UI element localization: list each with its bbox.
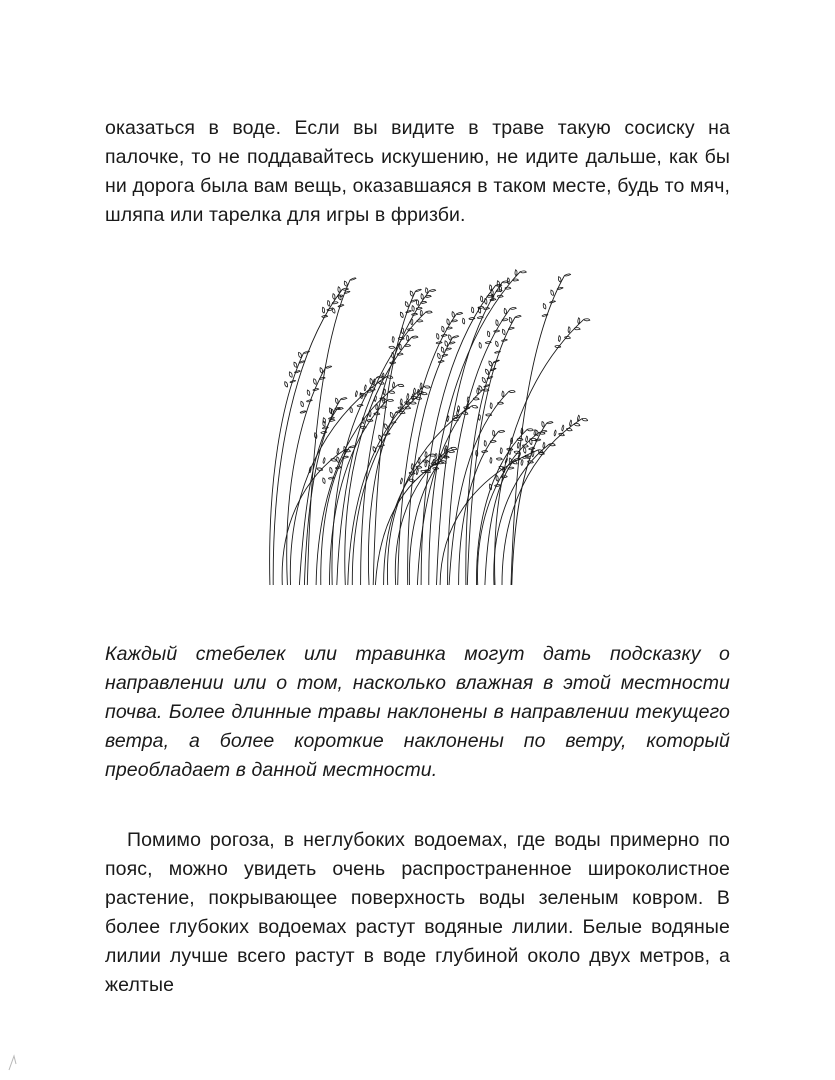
- grass-seed-head: [515, 270, 517, 276]
- figure-caption: Каждый стебелек или травинка могут дать подсказку о направлении или о том, насколько влажная в этой местности почва. Более длинные травы наклонены в направлении текущего ветра, а более короткие наклонены по ветру, который преобладает в данной местности.: [105, 642, 730, 781]
- grass-seed-head: [330, 467, 332, 473]
- grass-seed-head: [436, 342, 442, 344]
- grass-seed-head: [529, 448, 535, 450]
- grass-seed-head: [407, 335, 409, 341]
- grass-drawing: [225, 255, 620, 595]
- grass-seed-head: [438, 353, 441, 359]
- grass-seed-head: [421, 301, 427, 303]
- grass-seed-head: [477, 388, 479, 394]
- grass-seed-head: [306, 400, 312, 402]
- grass-seed-head: [412, 336, 418, 338]
- grass-seed-head: [357, 404, 363, 406]
- grass-seed-head: [328, 301, 330, 307]
- grass-seed-head: [336, 398, 339, 404]
- grass-seed-head: [514, 458, 520, 460]
- grass-seed-head: [294, 362, 297, 367]
- grass-seed-head: [425, 461, 427, 467]
- grass-seed-head: [499, 430, 505, 432]
- grass-seed-head: [496, 341, 499, 347]
- grass-seed-head: [482, 378, 485, 383]
- grass-seed-head: [481, 296, 483, 302]
- grass-stem: [299, 409, 337, 585]
- grass-seed-head: [416, 466, 422, 468]
- grass-seed-head: [360, 393, 362, 399]
- grass-seed-head: [438, 360, 444, 362]
- grass-stem: [307, 280, 350, 585]
- grass-seed-head: [487, 331, 489, 337]
- grass-seed-head: [449, 335, 452, 341]
- grass-seed-head: [437, 334, 439, 340]
- grass-seed-head: [425, 295, 431, 297]
- grass-seed-head: [547, 422, 553, 424]
- grass-seed-head: [486, 369, 489, 374]
- grass-seed-head: [409, 479, 415, 482]
- grass-seed-head: [326, 366, 332, 368]
- grass-seed-head: [543, 442, 545, 448]
- grass-seed-head: [555, 345, 561, 347]
- grass-seed-head: [393, 382, 395, 388]
- grass-seed-head: [421, 470, 427, 472]
- grass-seed-head: [522, 445, 528, 447]
- grass-seed-head: [384, 424, 387, 430]
- grass-stem: [467, 317, 515, 585]
- grass-seed-head: [389, 391, 395, 393]
- grass-seed-head: [355, 391, 357, 397]
- grass-seed-head: [447, 319, 449, 325]
- grass-stem: [448, 309, 511, 586]
- grass-seed-head: [425, 452, 427, 458]
- grass-seed-head: [496, 320, 498, 326]
- grass-seed-head: [320, 368, 323, 374]
- grass-seed-head: [441, 334, 447, 336]
- grass-seed-head: [484, 385, 490, 387]
- grass-seed-head: [490, 440, 496, 442]
- grass-seed-head: [344, 281, 347, 286]
- grass-stem: [421, 285, 496, 585]
- grass-seed-head: [426, 288, 428, 294]
- grass-seed-head: [500, 448, 502, 454]
- grass-seed-head: [408, 329, 414, 331]
- grass-seed-head: [524, 448, 526, 454]
- grass-seed-head: [341, 398, 347, 400]
- grass-seed-head: [337, 457, 339, 463]
- grass-stem: [361, 291, 430, 586]
- grass-seed-head: [317, 468, 323, 470]
- grass-seed-head: [420, 310, 422, 316]
- grass-seed-head: [410, 291, 413, 296]
- grass-seed-head: [494, 330, 500, 332]
- grass-seed-head: [497, 281, 499, 287]
- grass-seed-head: [364, 385, 366, 391]
- grass-seed-head: [562, 425, 564, 431]
- grass-seed-head: [289, 372, 292, 377]
- grass-seed-head: [397, 353, 403, 355]
- grass-seed-head: [513, 279, 519, 281]
- grass-seed-head: [417, 320, 423, 322]
- grass-seed-head: [313, 388, 319, 390]
- grass-seed-head: [390, 412, 393, 417]
- grass-seed-head: [453, 336, 459, 338]
- grass-seed-head: [285, 382, 288, 387]
- grass-seed-head: [565, 337, 571, 339]
- grass-stem: [304, 399, 341, 585]
- grass-seed-head: [551, 290, 554, 296]
- grass-seed-head: [502, 329, 505, 335]
- grass-seed-head: [323, 478, 325, 484]
- grass-seed-head: [502, 391, 504, 397]
- grass-seed-head: [485, 299, 487, 305]
- grass-seed-head: [558, 336, 560, 342]
- grass-seed-head: [514, 451, 520, 453]
- grass-seed-head: [509, 390, 515, 392]
- grass-seed-head: [350, 278, 356, 280]
- grass-seed-head: [331, 459, 337, 461]
- grass-seed-head: [490, 403, 492, 409]
- grass-seed-head: [338, 287, 340, 293]
- grass-seed-head: [457, 313, 463, 315]
- grass-seed-head: [449, 451, 455, 453]
- grass-seed-head: [333, 294, 335, 300]
- grass-seed-head: [424, 386, 430, 388]
- grass-seed-head: [526, 436, 528, 442]
- grass-seed-head: [435, 453, 437, 459]
- grass-seed-head: [406, 310, 412, 312]
- grass-seed-head: [387, 399, 393, 401]
- grass-seed-head: [416, 469, 418, 475]
- grass-seed-head: [485, 341, 491, 343]
- grass-seed-head: [501, 339, 507, 341]
- grass-seed-head: [574, 423, 580, 426]
- grass-seed-head: [479, 343, 481, 349]
- grass-seed-head: [413, 388, 415, 394]
- grass-stem: [459, 431, 499, 585]
- grass-seed-head: [446, 327, 452, 329]
- grass-seed-head: [496, 458, 502, 460]
- grass-stem: [352, 393, 421, 585]
- grass-seed-head: [491, 290, 493, 296]
- grass-seed-head: [329, 408, 331, 414]
- grass-seed-head: [400, 478, 402, 484]
- grass-seed-head: [578, 318, 580, 324]
- grass-seed-head: [510, 307, 516, 309]
- grass-stem: [348, 386, 425, 585]
- grass-seed-head: [478, 307, 480, 313]
- grass-seed-head: [536, 430, 538, 436]
- grass-seed-head: [566, 428, 572, 430]
- grass-seed-head: [489, 361, 492, 366]
- grass-seed-head: [530, 439, 532, 445]
- grass-seed-head: [570, 420, 572, 426]
- grass-seed-head: [416, 307, 422, 309]
- grass-seed-head: [463, 318, 465, 324]
- grass-seed-head: [376, 404, 378, 410]
- grass-stem: [345, 337, 412, 585]
- grass-seed-head: [294, 371, 300, 373]
- grass-seed-head: [472, 406, 478, 408]
- grass-seed-head: [479, 386, 482, 391]
- page-corner-mark: [6, 1050, 20, 1072]
- grass-seed-head: [558, 277, 561, 283]
- grass-seed-head: [509, 458, 511, 464]
- grass-seed-head: [445, 341, 448, 347]
- grass-seed-head: [574, 328, 580, 330]
- grass-seed-head: [484, 441, 486, 447]
- grass-seed-head: [568, 327, 570, 333]
- grass-seed-head: [496, 475, 498, 481]
- grass-seed-head: [565, 274, 571, 276]
- grass-seed-head: [493, 430, 495, 436]
- grass-seed-head: [520, 271, 526, 273]
- grass-seed-head: [322, 307, 324, 313]
- grass-seed-head: [442, 326, 444, 332]
- grass-seed-head: [392, 337, 394, 343]
- grass-seed-head: [426, 311, 432, 313]
- grass-seed-head: [543, 304, 546, 310]
- grass-seed-head: [582, 418, 588, 421]
- grass-seed-head: [379, 435, 382, 441]
- grass-seed-head: [452, 312, 454, 318]
- body-paragraph-top: оказаться в воде. Если вы видите в траве такую сосиску на палочке, то не поддавайтесь искушению, не идите дальше, как бы ни дорога была вам вещь, оказавшаяся в таком месте, будь то мяч, шляпа или тарелка для игры в фризби.: [105, 116, 730, 226]
- grass-stem: [511, 275, 565, 585]
- grass-seed-head: [412, 313, 418, 315]
- grass-seed-head: [521, 460, 523, 466]
- grass-seed-head: [430, 289, 436, 291]
- grass-seed-head: [469, 318, 475, 320]
- grass-seed-head: [373, 447, 376, 452]
- grass-stem: [478, 432, 540, 585]
- grass-seed-head: [442, 354, 448, 356]
- grass-seed-head: [495, 351, 501, 353]
- grass-seed-head: [527, 429, 533, 431]
- grass-seed-head: [328, 477, 334, 479]
- grass-illustration: [225, 255, 620, 595]
- grass-seed-head: [300, 411, 306, 413]
- grass-seed-head: [400, 312, 403, 317]
- grass-seed-head: [314, 379, 317, 385]
- grass-seed-head: [416, 289, 422, 291]
- grass-seed-head: [584, 319, 590, 321]
- grass-seed-head: [517, 442, 519, 448]
- grass-seed-head: [489, 484, 491, 490]
- grass-seed-head: [515, 316, 521, 318]
- grass-seed-head: [490, 458, 492, 464]
- grass-seed-head: [405, 345, 411, 347]
- grass-seed-head: [299, 352, 302, 357]
- grass-seed-head: [420, 383, 422, 389]
- grass-seed-head: [370, 379, 372, 385]
- grass-seed-head: [301, 401, 304, 407]
- grass-seed-head: [451, 447, 457, 449]
- grass-seed-head: [495, 484, 501, 486]
- grass-seed-head: [542, 422, 544, 428]
- grass-seed-head: [421, 294, 423, 300]
- grass-seed-head: [338, 305, 344, 307]
- grass-seed-head: [398, 384, 404, 386]
- grass-seed-head: [508, 467, 514, 469]
- grass-seed-head: [389, 346, 395, 348]
- grass-seed-head: [509, 317, 512, 323]
- grass-seed-head: [323, 458, 325, 464]
- grass-seed-head: [360, 426, 366, 428]
- grass-seed-head: [307, 390, 310, 396]
- grass-seed-head: [504, 308, 506, 314]
- grass-stem: [373, 291, 415, 585]
- grass-seed-head: [412, 394, 414, 400]
- grass-seed-head: [405, 302, 408, 307]
- body-paragraph-bottom: Помимо рогоза, в неглубоких водоемах, где воды примерно по пояс, можно увидеть очень распространенное широколистное растение, покрывающее поверхность воды зеленым ковром. В более глубоких водоемах растут водяные лилии. Белые водяные лилии лучше всего растут в воде глубиной около двух метров, а желтые: [105, 828, 730, 996]
- grass-seed-head: [441, 347, 444, 353]
- grass-seed-head: [350, 407, 352, 413]
- grass-seed-head: [554, 430, 556, 436]
- grass-seed-head: [472, 307, 474, 313]
- grass-seed-head: [323, 418, 325, 424]
- grass-seed-head: [401, 404, 403, 410]
- grass-seed-head: [412, 306, 414, 312]
